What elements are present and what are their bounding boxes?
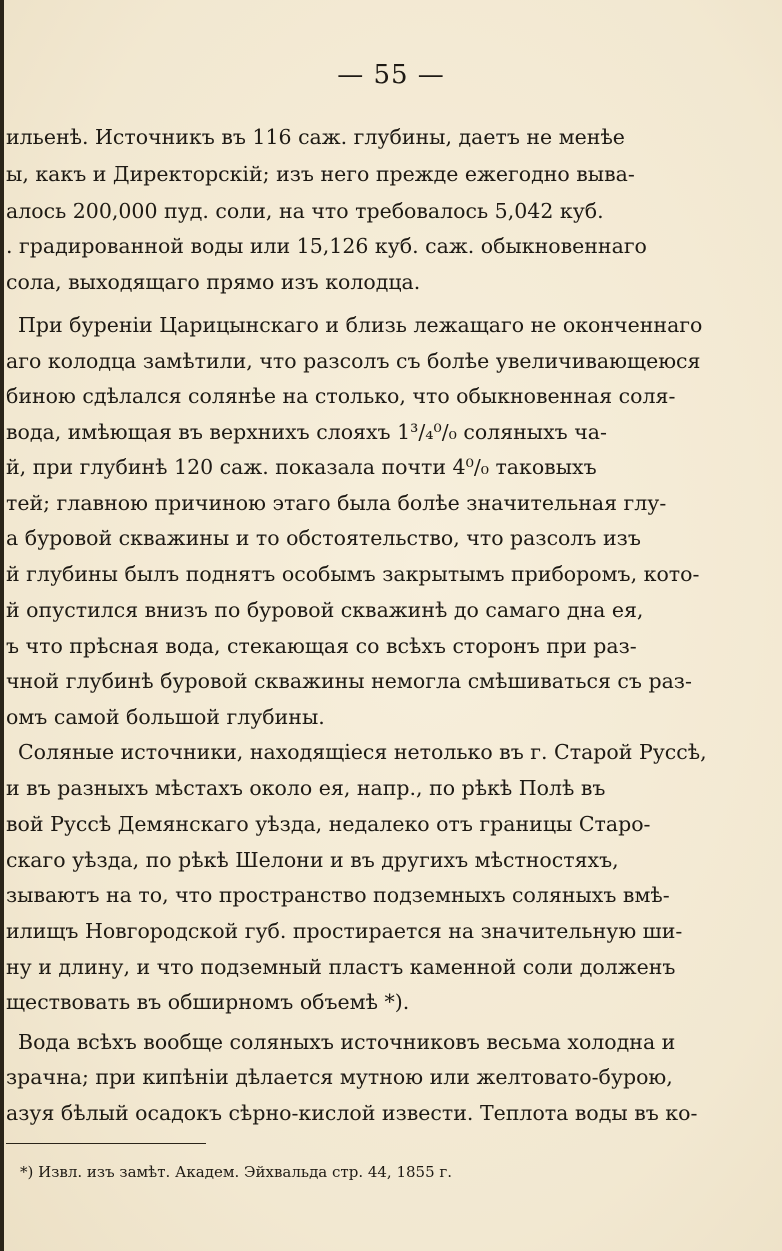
text-line: а буровой скважины и то обстоятельство, что разсолъ изъ [6, 526, 641, 550]
text-line: аго колодца замѣтили, что разсолъ съ болѣе увеличивающеюся [6, 349, 701, 373]
text-line: . градированной воды или 15,126 куб. саж. обыкновеннаго [6, 234, 647, 258]
text-line: зрачна; при кипѣніи дѣлается мутною или желтовато-бурою, [6, 1065, 673, 1089]
text-line: азуя бѣлый осадокъ сѣрно-кислой извести. Теплота воды въ ко- [6, 1101, 698, 1125]
text-line: зываютъ на то, что пространство подземныхъ соляныхъ вмѣ- [6, 883, 670, 907]
page-number: — 55 — [337, 60, 445, 90]
text-line: й опустился внизъ по буровой скважинѣ до самаго дна ея, [6, 598, 644, 622]
text-line: ильенѣ. Источникъ въ 116 саж. глубины, даетъ не менѣе [6, 125, 625, 149]
text-line: ществовать въ обширномъ объемѣ *). [6, 990, 410, 1014]
text-line: й, при глубинѣ 120 саж. показала почти 4⁰/₀ таковыхъ [6, 455, 597, 479]
text-line: чной глубинѣ буровой скважины немогла смѣшиваться съ раз- [6, 669, 692, 693]
text-line: биною сдѣлался солянѣе на столько, что обыкновенная соля- [6, 384, 676, 408]
footnote: *) Извл. изъ замѣт. Академ. Эйхвальда стр. 44, 1855 г. [20, 1163, 453, 1181]
footnote-rule [6, 1143, 206, 1144]
paragraph-start: При буреніи Царицынскаго и близь лежащаго не оконченнаго [18, 313, 703, 337]
text-line: ы, какъ и Директорскій; изъ него прежде ежегодно выва- [6, 162, 635, 186]
page-left-edge [0, 0, 4, 1251]
text-line: илищъ Новгородской губ. простирается на значительную ши- [6, 919, 683, 943]
paragraph-start: Соляные источники, находящіеся нетолько въ г. Старой Руссѣ, [18, 740, 707, 764]
text-line: тей; главною причиною этаго была болѣе значительная глу- [6, 491, 667, 515]
text-line: ну и длину, и что подземный пластъ каменной соли долженъ [6, 955, 676, 979]
text-line: вода, имѣющая въ верхнихъ слояхъ 1³/₄⁰/₀ соляныхъ ча- [6, 420, 607, 444]
text-line: омъ самой большой глубины. [6, 705, 325, 729]
paragraph-start: Вода всѣхъ вообще соляныхъ источниковъ весьма холодна и [18, 1030, 676, 1054]
text-line: вой Руссѣ Демянскаго уѣзда, недалеко отъ границы Старо- [6, 812, 651, 836]
text-line: ъ что прѣсная вода, стекающая со всѣхъ сторонъ при раз- [6, 634, 637, 658]
text-line: сола, выходящаго прямо изъ колодца. [6, 270, 421, 294]
text-line: й глубины былъ поднятъ особымъ закрытымъ приборомъ, кото- [6, 562, 700, 586]
text-line: и въ разныхъ мѣстахъ около ея, напр., по рѣкѣ Полѣ въ [6, 776, 606, 800]
text-line: скаго уѣзда, по рѣкѣ Шелони и въ другихъ мѣстностяхъ, [6, 848, 619, 872]
text-line: алось 200,000 пуд. соли, на что требовалось 5,042 куб. [6, 199, 604, 223]
